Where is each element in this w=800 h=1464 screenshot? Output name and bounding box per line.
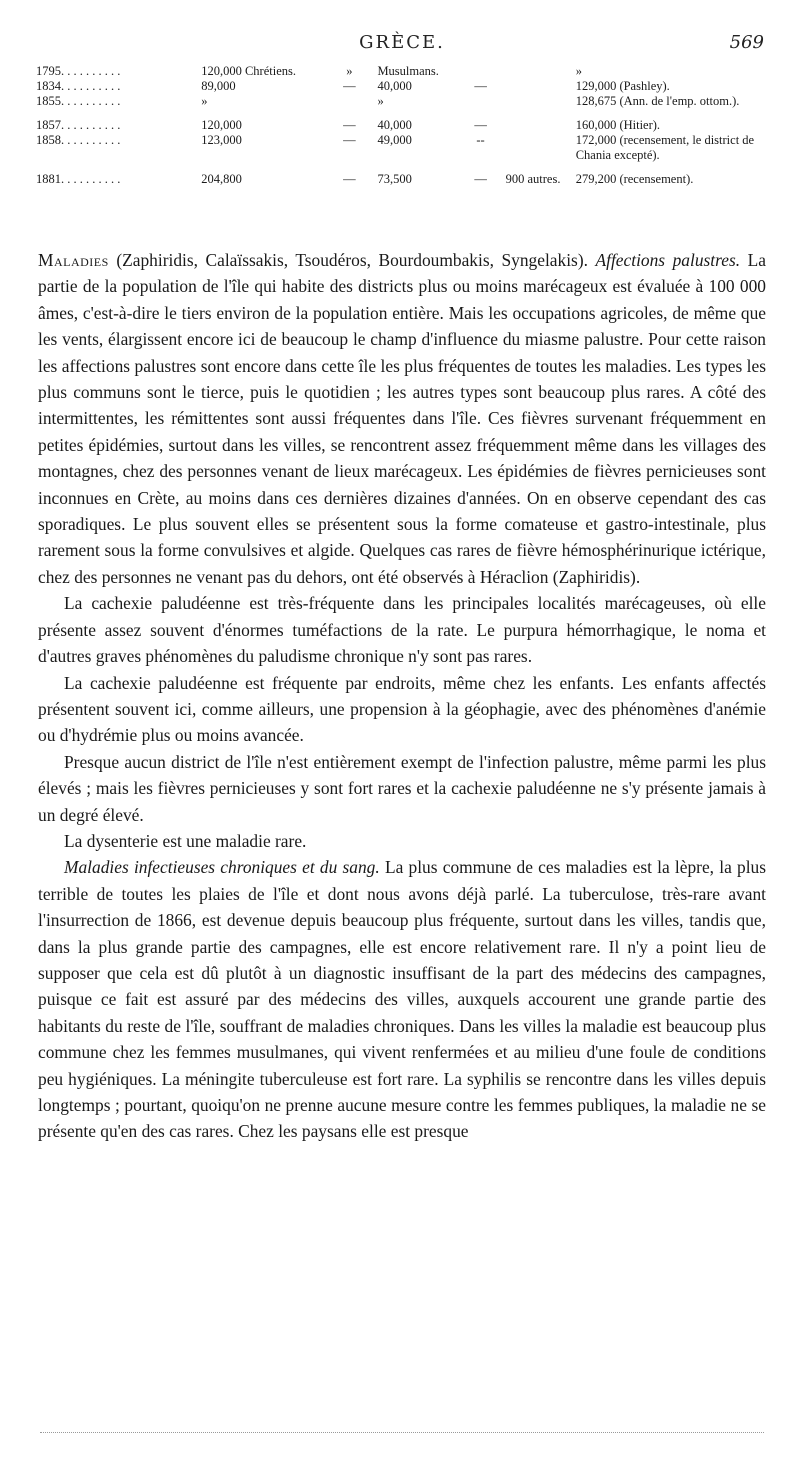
- table-cell-dash1: —: [343, 118, 356, 132]
- table-cell-dash1: —: [343, 172, 356, 186]
- page-number: 569: [729, 32, 764, 53]
- paragraph-districts: Presque aucun district de l'île n'est entièrement exempt de l'infection palustre, même parmi les plus élevés ; mais les fièvres pernicieuses y sont fort rares et la cachexie paludéenne ne s'y présente jamais à un degré élevé.: [38, 751, 766, 825]
- table-cell-total: 129,000 (Pashley).: [575, 79, 670, 93]
- page-header: [40, 32, 764, 56]
- table-cell-dash1: [321, 94, 377, 109]
- table-cell-dash2: —: [474, 79, 487, 93]
- table-cell-total: 160,000 (Hitier).: [575, 118, 661, 132]
- table-cell-year: 1834. . . . . . . . . .: [36, 79, 121, 93]
- paragraph-dysenterie: La dysenterie est une maladie rare.: [64, 830, 307, 851]
- table-cell-year: 1858. . . . . . . . . .: [36, 133, 121, 147]
- population-table: [36, 64, 766, 187]
- table-row: [36, 109, 766, 133]
- table-cell-christians: 120,000: [201, 118, 242, 132]
- table-cell-others: [506, 133, 576, 163]
- footer-dotted-rule: [40, 1432, 764, 1433]
- subheading-affections-palustres: Affections palustres.: [595, 250, 741, 270]
- table-cell-dash1: —: [343, 133, 356, 147]
- table-cell-others: [506, 109, 576, 133]
- table-row: [36, 79, 766, 94]
- section-heading-authors: (Zaphiridis, Calaïssakis, Tsoudéros, Bourdoumbakis, Syngelakis).: [108, 250, 596, 270]
- paragraph-cachexie-2: La cachexie paludéenne est fréquente par endroits, même chez les enfants. Les enfants affectés présentent souvent ici, comme ailleurs, une propension à la géophagie, avec des phénomènes d'anémie ou d'hydrémie plus ou moins avancée.: [38, 672, 766, 746]
- table-cell-year: 1857. . . . . . . . . .: [36, 118, 121, 132]
- body-text: [38, 247, 766, 1145]
- paragraph-maladies: [38, 247, 766, 590]
- table-cell-muslims: »: [377, 94, 384, 108]
- table-cell-muslims: 40,000: [377, 118, 412, 132]
- table-cell-christians: 89,000: [201, 79, 236, 93]
- table-cell-dash2: —: [474, 118, 487, 132]
- running-title: GRÈCE.: [359, 32, 445, 53]
- table-row: [36, 94, 766, 109]
- table-cell-muslims: Musulmans.: [377, 64, 439, 78]
- table-cell-dash2: —: [474, 172, 487, 186]
- table-cell-year: 1881. . . . . . . . . .: [36, 172, 121, 186]
- table-cell-others: [506, 64, 576, 79]
- table-cell-others: [506, 79, 576, 94]
- table-cell-total: »: [575, 64, 582, 78]
- table-cell-muslims: 73,500: [377, 172, 412, 186]
- table-cell-christians: 120,000 Chrétiens.: [201, 64, 297, 78]
- table-cell-year: 1855. . . . . . . . . .: [36, 94, 121, 108]
- table-cell-total: 172,000 (recensement, le district de Chania excepté).: [575, 133, 755, 162]
- table-row: [36, 133, 766, 163]
- section-heading: Maladies: [38, 250, 109, 270]
- table-cell-muslims: 49,000: [377, 133, 412, 147]
- table-cell-others: [506, 94, 576, 109]
- table-cell-total: 279,200 (recensement).: [575, 172, 694, 186]
- paragraph-maladies-infectieuses: [38, 854, 766, 1144]
- paragraph-text: La plus commune de ces maladies est la lèpre, la plus terrible de toutes les plaies de l'île et dont nous avons déjà parlé. La tuberculose, très-rare avant l'insurrection de 1866, est devenue depuis beaucoup plus fréquente, surtout dans les villes, tandis que, dans la plus grande partie des campagnes, elle est encore relativement rare. Il n'y a point lieu de supposer que cela est dû plutôt à un diagnostic insuffisant de la part des médecins des campagnes, puisque ce fait est assuré par des médecins des villes, auxquels accourent une grande partie des habitants du reste de l'île, souffrant de maladies chroniques. Dans les villes la maladie est beaucoup plus commune chez les femmes musulmanes, qui vivent renfermées et au milieu d'une foule de conditions peu hygiéniques. La méningite tuberculeuse est fort rare. La syphilis se rencontre dans les villes depuis longtemps ; pourtant, quoiqu'on ne prenne aucune mesure contre les femmes publiques, la maladie ne se présente qu'en des cas rares. Chez les paysans elle est presque: [38, 857, 766, 1142]
- table-cell-year: 1795. . . . . . . . . .: [36, 64, 121, 78]
- subheading-maladies-infectieuses: Maladies infectieuses chroniques et du sang.: [64, 857, 380, 878]
- table-cell-dash1: —: [343, 79, 356, 93]
- table-cell-christians: 123,000: [201, 133, 242, 147]
- table-cell-others: 900 autres.: [505, 172, 561, 186]
- table-cell-dash2: [456, 64, 506, 79]
- table-cell-total: 128,675 (Ann. de l'emp. ottom.).: [575, 94, 740, 108]
- table-cell-christians: »: [201, 94, 208, 108]
- table-cell-dash1: »: [346, 64, 353, 78]
- paragraph-text: La partie de la population de l'île qui habite des districts plus ou moins marécageux est évaluée à 100 000 âmes, c'est-à-dire le tiers environ de la population entière. Mais les occupations agricoles, de même que les vents, élargissent encore ici de beaucoup le champ d'influence du miasme palustre. Pour cette raison les affections palustres sont encore dans cette île les plus fréquentes de toutes les maladies. Les types les plus communs sont le tierce, puis le quotidien ; les autres types sont beaucoup plus rares. A côté des intermittentes, les rémittentes sont aussi fréquentes dans l'île. Ces fièvres survenant fréquemment en petites épidémies, surtout dans les villes, se rencontrent assez fréquemment même dans les villages des montagnes, chez des personnes venant de lieux marécageux. Les épidémies de fièvres pernicieuses sont inconnues en Crète, au moins dans ces dernières dizaines d'années. On en observe cependant des cas sporadiques. Le plus souvent elles se présentent sous la forme comateuse et gastro-intestinale, plus rarement sous la forme convulsives et algide. Quelques cas rares de fièvre hémosphérinurique ictérique, chez des personnes ne venant pas du dehors, ont été observés à Héraclion (Zaphiridis).: [38, 250, 766, 587]
- table-row: [36, 163, 766, 187]
- paragraph-cachexie-1: La cachexie paludéenne est très-fréquente dans les principales localités marécageuses, où elle présente assez souvent d'énormes tuméfactions de la rate. Le purpura hémorrhagique, le noma et d'autres graves phénomènes du paludisme chronique n'y sont pas rares.: [38, 593, 766, 667]
- table-row: [36, 64, 766, 79]
- table-cell-dash2: --: [476, 133, 485, 147]
- table-cell-christians: 204,800: [201, 172, 242, 186]
- table-cell-dash2: [456, 94, 506, 109]
- table-cell-muslims: 40,000: [377, 79, 412, 93]
